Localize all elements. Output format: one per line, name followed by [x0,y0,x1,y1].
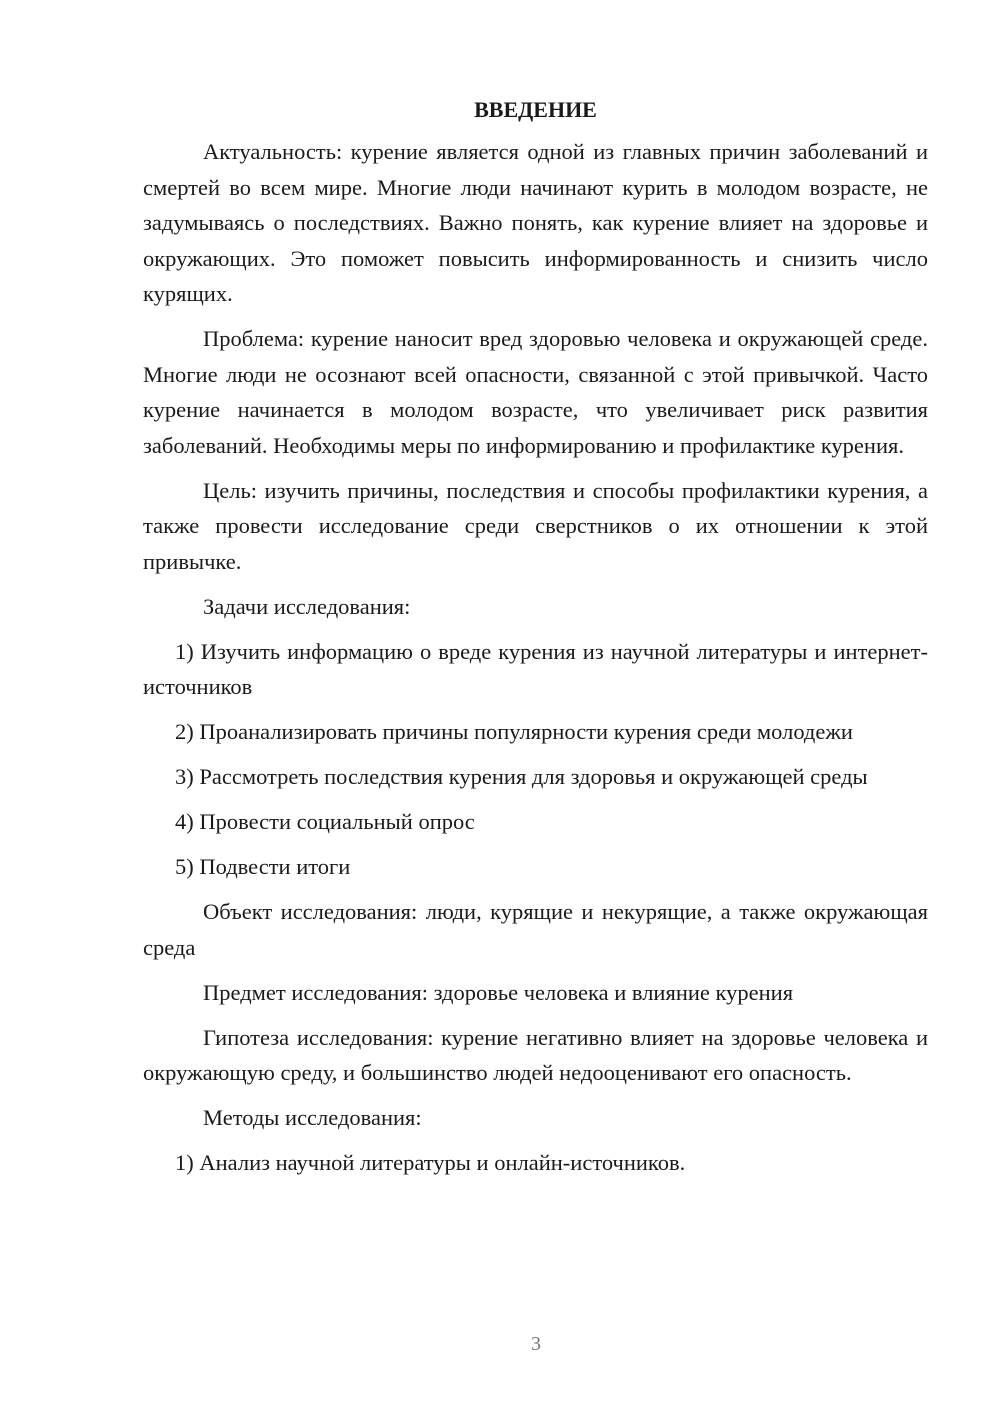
paragraph-problem: Проблема: курение наносит вред здоровью человека и окружающей среде. Многие люди не осознают всей опасности, связанной с этой привычкой. Часто курение начинается в молодом возрасте, что увеличивает риск развития заболеваний. Необходимы меры по информированию и профилактике курения. [143,326,928,458]
task-item-3: 3) Рассмотреть последствия курения для здоровья и окружающей среды [175,764,868,789]
task-item-5: 5) Подвести итоги [175,854,351,879]
paragraph-hypothesis: Гипотеза исследования: курение негативно влияет на здоровье человека и окружающую среду, и большинство людей недооценивают его опасность. [143,1024,928,1085]
paragraph-relevance: Актуальность: курение является одной из главных причин заболеваний и смертей во всем мире. Многие люди начинают курить в молодом возрасте, не задумываясь о последствиях. Важно понять, как курение влияет на здоровье и окружающих. Это поможет повысить информированность и снизить число курящих. [143,139,928,306]
task-item-4: 4) Провести социальный опрос [175,809,475,834]
method-item-1: 1) Анализ научной литературы и онлайн-источников. [175,1150,686,1175]
paragraph-goal: Цель: изучить причины, последствия и способы профилактики курения, а также провести исследование среди сверстников о их отношении к этой привычке. [143,477,928,574]
paragraph-methods-heading: Методы исследования: [203,1105,422,1130]
paragraph-tasks-heading: Задачи исследования: [203,593,411,619]
task-item-2: 2) Проанализировать причины популярности курения среди молодежи [175,719,853,744]
page-number: 3 [531,1333,541,1355]
paragraph-subject: Предмет исследования: здоровье человека и влияние курения [203,979,794,1005]
paragraph-object: Объект исследования: люди, курящие и некурящие, а также окружающая среда [143,899,928,960]
section-title: ВВЕДЕНИЕ [474,97,597,122]
page-content [143,92,928,1190]
task-item-1: 1) Изучить информацию о вреде курения из научной литературы и интернет-источников [143,638,928,699]
